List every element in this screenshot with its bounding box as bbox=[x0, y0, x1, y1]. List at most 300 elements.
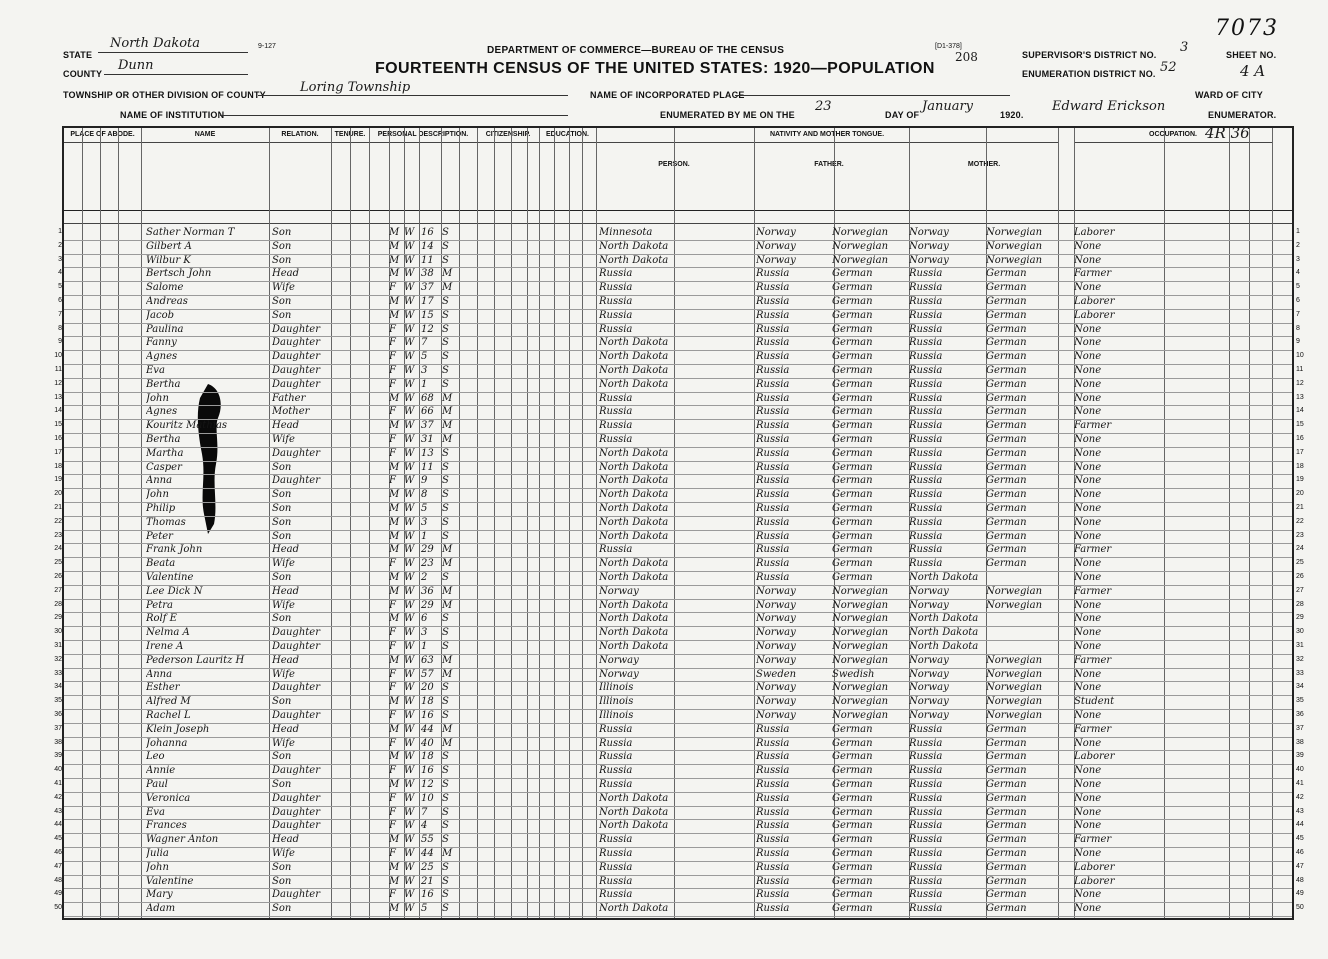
cell-mpob: North Dakota bbox=[909, 613, 979, 625]
cell-ms: S bbox=[442, 530, 449, 542]
state-label: STATE bbox=[63, 50, 93, 60]
cell-ms: S bbox=[442, 351, 449, 363]
cell-occ: Laborer bbox=[1074, 861, 1115, 873]
cell-age: 25 bbox=[421, 861, 434, 873]
cell-age: 37 bbox=[421, 282, 434, 294]
cell-ft: German bbox=[832, 903, 873, 915]
cell-pob: Russia bbox=[599, 544, 633, 556]
cell-mpob: Russia bbox=[909, 765, 943, 777]
cell-ms: S bbox=[442, 710, 449, 721]
cell-ft: German bbox=[832, 365, 873, 376]
row-number: 37 bbox=[54, 724, 62, 732]
cell-occ: None bbox=[1074, 903, 1102, 915]
cell-ms: M bbox=[442, 434, 453, 445]
cell-name: Jacob bbox=[146, 309, 174, 321]
cell-sex: M bbox=[389, 572, 400, 583]
cell-fpob: Russia bbox=[756, 779, 790, 790]
row-number: 10 bbox=[54, 352, 62, 360]
supervisor-value: 3 bbox=[1180, 40, 1189, 55]
cell-mt: German bbox=[986, 337, 1027, 349]
cell-rel: Wife bbox=[272, 668, 295, 680]
cell-mt: German bbox=[986, 323, 1027, 335]
cell-occ: None bbox=[1074, 365, 1102, 376]
cell-age: 18 bbox=[421, 751, 434, 763]
cell-mpob: Russia bbox=[909, 834, 943, 846]
row-number: 5 bbox=[58, 283, 62, 291]
cell-ft: German bbox=[832, 378, 873, 390]
cell-mpob: Russia bbox=[909, 309, 943, 321]
cell-mt: Norwegian bbox=[986, 240, 1043, 252]
cell-race: W bbox=[404, 779, 415, 790]
row-number: 33 bbox=[54, 669, 62, 677]
cell-race: W bbox=[404, 227, 415, 238]
cell-fpob: Norway bbox=[756, 599, 796, 611]
cell-pob: North Dakota bbox=[599, 365, 669, 376]
cell-pob: Norway bbox=[599, 585, 639, 597]
cell-fpob: Norway bbox=[756, 254, 796, 266]
row-number: 11 bbox=[54, 366, 62, 373]
cell-sex: F bbox=[389, 434, 396, 445]
cell-name: Johanna bbox=[146, 737, 188, 749]
cell-ft: Norwegian bbox=[832, 696, 889, 708]
row-number-right: 25 bbox=[1296, 559, 1304, 567]
cell-ft: German bbox=[832, 516, 873, 528]
cell-ms: S bbox=[442, 323, 449, 335]
cell-rel: Daughter bbox=[272, 820, 320, 832]
cell-mt: German bbox=[986, 751, 1027, 763]
cell-race: W bbox=[404, 296, 415, 307]
row-number-right: 45 bbox=[1296, 835, 1304, 843]
column-rule bbox=[1164, 128, 1165, 918]
cell-ms: S bbox=[442, 861, 449, 873]
cell-race: W bbox=[404, 254, 415, 266]
cell-occ: None bbox=[1074, 710, 1102, 721]
row-number: 46 bbox=[54, 849, 62, 856]
cell-sex: F bbox=[389, 820, 396, 832]
cell-mpob: Russia bbox=[909, 530, 943, 542]
cell-race: W bbox=[404, 544, 415, 556]
cell-occ: None bbox=[1074, 641, 1102, 652]
cell-age: 55 bbox=[421, 834, 434, 846]
cell-name: Leo bbox=[146, 751, 165, 763]
row-number: 2 bbox=[58, 241, 62, 249]
row-number-right: 39 bbox=[1296, 752, 1304, 760]
cell-fpob: Norway bbox=[756, 627, 796, 639]
cell-occ: None bbox=[1074, 254, 1102, 266]
cell-mt: German bbox=[986, 834, 1027, 846]
cell-ms: S bbox=[442, 903, 449, 915]
cell-pob: Norway bbox=[599, 654, 639, 666]
group-citizenship: CITIZENSHIP. bbox=[477, 128, 539, 143]
cell-sex: F bbox=[389, 792, 396, 804]
cell-ms: S bbox=[442, 572, 449, 583]
enumerated-label: ENUMERATED BY ME ON THE bbox=[660, 110, 795, 120]
cell-fpob: Russia bbox=[756, 351, 790, 363]
cell-occ: Laborer bbox=[1074, 296, 1115, 307]
enumerated-day: 23 bbox=[815, 99, 832, 114]
cell-name: Adam bbox=[146, 903, 176, 915]
cell-ft: German bbox=[832, 392, 873, 404]
row-number: 39 bbox=[54, 752, 62, 760]
month-value: January bbox=[922, 99, 974, 114]
cell-fpob: Russia bbox=[756, 820, 790, 832]
cell-race: W bbox=[404, 696, 415, 708]
cell-sex: M bbox=[389, 392, 400, 404]
cell-fpob: Russia bbox=[756, 447, 790, 459]
cell-occ: None bbox=[1074, 503, 1102, 514]
cell-rel: Head bbox=[272, 544, 300, 556]
cell-mpob: Russia bbox=[909, 365, 943, 376]
cell-rel: Son bbox=[272, 530, 292, 542]
cell-ft: German bbox=[832, 323, 873, 335]
row-number-right: 28 bbox=[1296, 600, 1304, 608]
cell-mt: German bbox=[986, 848, 1027, 859]
department-heading: DEPARTMENT OF COMMERCE—BUREAU OF THE CENSUS bbox=[487, 45, 785, 56]
column-rule bbox=[1058, 128, 1059, 918]
row-number: 27 bbox=[54, 586, 62, 594]
cell-race: W bbox=[404, 875, 415, 887]
cell-rel: Son bbox=[272, 613, 292, 625]
row-number-right: 41 bbox=[1296, 780, 1304, 787]
cell-mpob: Norway bbox=[909, 254, 949, 266]
row-number: 25 bbox=[54, 559, 62, 567]
cell-age: 44 bbox=[421, 848, 434, 859]
cell-mt: German bbox=[986, 903, 1027, 915]
cell-mt: Norwegian bbox=[986, 682, 1043, 694]
cell-ft: Norwegian bbox=[832, 654, 889, 666]
sheet-label: SHEET NO. bbox=[1226, 50, 1277, 60]
cell-occ: Laborer bbox=[1074, 751, 1115, 763]
cell-occ: None bbox=[1074, 599, 1102, 611]
cell-race: W bbox=[404, 461, 415, 473]
cell-age: 40 bbox=[421, 737, 434, 749]
cell-age: 16 bbox=[421, 889, 434, 901]
column-rule bbox=[100, 128, 101, 918]
cell-rel: Son bbox=[272, 903, 292, 915]
group-name: NAME bbox=[141, 128, 269, 143]
cell-race: W bbox=[404, 351, 415, 363]
cell-name: Andreas bbox=[146, 296, 188, 307]
cell-ft: German bbox=[832, 861, 873, 873]
cell-rel: Head bbox=[272, 654, 300, 666]
cell-ft: German bbox=[832, 420, 873, 432]
cell-age: 1 bbox=[421, 641, 428, 652]
cell-ft: German bbox=[832, 475, 873, 487]
cell-ft: German bbox=[832, 489, 873, 501]
cell-fpob: Norway bbox=[756, 227, 796, 238]
row-number: 16 bbox=[54, 435, 62, 442]
cell-sex: M bbox=[389, 296, 400, 307]
cell-sex: F bbox=[389, 737, 396, 749]
row-number-right: 40 bbox=[1296, 766, 1304, 774]
row-number: 17 bbox=[54, 448, 62, 456]
cell-sex: F bbox=[389, 406, 396, 418]
cell-ms: S bbox=[442, 751, 449, 763]
cell-rel: Son bbox=[272, 696, 292, 708]
cell-pob: Russia bbox=[599, 406, 633, 418]
cell-ft: German bbox=[832, 806, 873, 818]
cell-ms: S bbox=[442, 337, 449, 349]
cell-pob: North Dakota bbox=[599, 806, 669, 818]
cell-ft: Swedish bbox=[832, 668, 875, 680]
cell-pob: North Dakota bbox=[599, 516, 669, 528]
cell-pob: North Dakota bbox=[599, 475, 669, 487]
cell-fpob: Norway bbox=[756, 696, 796, 708]
cell-race: W bbox=[404, 641, 415, 652]
cell-occ: Farmer bbox=[1074, 654, 1112, 666]
cell-name: Eva bbox=[146, 806, 165, 818]
cell-sex: M bbox=[389, 268, 400, 280]
cell-name: Nelma A bbox=[146, 627, 190, 639]
cell-mt: Norwegian bbox=[986, 599, 1043, 611]
cell-ft: German bbox=[832, 558, 873, 570]
cell-mt: German bbox=[986, 889, 1027, 901]
cell-occ: None bbox=[1074, 337, 1102, 349]
incorporated-label: NAME OF INCORPORATED PLACE bbox=[590, 90, 745, 100]
cell-mpob: Russia bbox=[909, 296, 943, 307]
cell-pob: North Dakota bbox=[599, 254, 669, 266]
cell-sex: M bbox=[389, 861, 400, 873]
state-value: North Dakota bbox=[110, 36, 200, 51]
column-rule bbox=[141, 128, 142, 918]
cell-rel: Daughter bbox=[272, 792, 320, 804]
cell-pob: Illinois bbox=[599, 682, 634, 694]
subhead-person: PERSON. bbox=[658, 161, 690, 168]
census-title: FOURTEENTH CENSUS OF THE UNITED STATES: 1920—POPULATION bbox=[375, 60, 935, 77]
cell-race: W bbox=[404, 903, 415, 915]
column-rule bbox=[494, 128, 495, 918]
cell-fpob: Russia bbox=[756, 296, 790, 307]
cell-name: Anna bbox=[146, 475, 173, 487]
cell-sex: M bbox=[389, 489, 400, 501]
cell-ft: Norwegian bbox=[832, 613, 889, 625]
cell-ms: M bbox=[442, 654, 453, 666]
cell-race: W bbox=[404, 447, 415, 459]
row-number-right: 18 bbox=[1296, 462, 1304, 470]
column-rule bbox=[511, 128, 512, 918]
cell-mpob: Russia bbox=[909, 544, 943, 556]
row-number-right: 8 bbox=[1296, 324, 1300, 332]
row-number: 14 bbox=[54, 407, 62, 415]
cell-ms: S bbox=[442, 834, 449, 846]
cell-sex: M bbox=[389, 420, 400, 432]
cell-name: Thomas bbox=[146, 516, 186, 528]
form-number: 9-127 bbox=[258, 43, 276, 50]
cell-pob: Norway bbox=[599, 668, 639, 680]
cell-mt: German bbox=[986, 406, 1027, 418]
cell-name: Bertsch John bbox=[146, 268, 212, 280]
cell-ft: German bbox=[832, 337, 873, 349]
form-code: [D1-378] bbox=[935, 43, 962, 50]
colnum-divider bbox=[64, 223, 1292, 224]
cell-rel: Daughter bbox=[272, 765, 320, 777]
cell-rel: Wife bbox=[272, 282, 295, 294]
cell-sex: F bbox=[389, 682, 396, 694]
cell-mt: German bbox=[986, 365, 1027, 376]
cell-race: W bbox=[404, 848, 415, 859]
row-number: 7 bbox=[58, 310, 62, 318]
column-rule bbox=[527, 128, 528, 918]
row-number: 6 bbox=[58, 297, 62, 304]
row-number-right: 17 bbox=[1296, 448, 1304, 456]
cell-mpob: Norway bbox=[909, 654, 949, 666]
cell-age: 10 bbox=[421, 792, 434, 804]
cell-pob: North Dakota bbox=[599, 599, 669, 611]
row-number-right: 33 bbox=[1296, 669, 1304, 677]
ward-label: WARD OF CITY bbox=[1195, 90, 1263, 100]
cell-pob: North Dakota bbox=[599, 351, 669, 363]
cell-fpob: Russia bbox=[756, 751, 790, 763]
cell-race: W bbox=[404, 475, 415, 487]
cell-age: 36 bbox=[421, 585, 434, 597]
row-number-right: 26 bbox=[1296, 573, 1304, 580]
cell-rel: Wife bbox=[272, 848, 295, 859]
cell-ms: S bbox=[442, 613, 449, 625]
cell-name: Valentine bbox=[146, 572, 194, 583]
cell-ms: S bbox=[442, 682, 449, 694]
cell-sex: M bbox=[389, 227, 400, 238]
cell-pob: Russia bbox=[599, 848, 633, 859]
cell-sex: F bbox=[389, 447, 396, 459]
cell-age: 14 bbox=[421, 240, 434, 252]
cell-mt: German bbox=[986, 806, 1027, 818]
cell-mpob: Russia bbox=[909, 268, 943, 280]
cell-mt: German bbox=[986, 861, 1027, 873]
cell-pob: Russia bbox=[599, 737, 633, 749]
cell-sex: M bbox=[389, 544, 400, 556]
county-value: Dunn bbox=[118, 58, 154, 73]
column-rule bbox=[582, 128, 583, 918]
column-rule bbox=[369, 128, 370, 918]
row-number-right: 20 bbox=[1296, 490, 1304, 498]
cell-occ: None bbox=[1074, 406, 1102, 418]
cell-occ: None bbox=[1074, 489, 1102, 501]
row-number: 47 bbox=[54, 862, 62, 870]
cell-mpob: Russia bbox=[909, 406, 943, 418]
row-number: 20 bbox=[54, 490, 62, 498]
row-number: 50 bbox=[54, 904, 62, 912]
cell-mpob: Norway bbox=[909, 696, 949, 708]
cell-ms: M bbox=[442, 558, 453, 570]
cell-age: 11 bbox=[421, 254, 434, 266]
cell-sex: M bbox=[389, 530, 400, 542]
cell-rel: Mother bbox=[272, 406, 310, 418]
cell-ms: M bbox=[442, 723, 453, 735]
row-number-right: 23 bbox=[1296, 531, 1304, 539]
cell-name: John bbox=[146, 861, 169, 873]
cell-mt: German bbox=[986, 296, 1027, 307]
cell-ft: German bbox=[832, 282, 873, 294]
cell-age: 1 bbox=[421, 530, 428, 542]
cell-age: 31 bbox=[421, 434, 434, 445]
cell-race: W bbox=[404, 378, 415, 390]
cell-occ: Student bbox=[1074, 696, 1115, 708]
cell-ms: S bbox=[442, 447, 449, 459]
cell-pob: Russia bbox=[599, 779, 633, 790]
cell-race: W bbox=[404, 889, 415, 901]
cell-fpob: Russia bbox=[756, 406, 790, 418]
row-number-right: 38 bbox=[1296, 738, 1304, 746]
cell-mpob: Russia bbox=[909, 806, 943, 818]
cell-age: 16 bbox=[421, 765, 434, 777]
cell-rel: Father bbox=[272, 392, 306, 404]
row-number: 3 bbox=[58, 255, 62, 263]
cell-occ: None bbox=[1074, 475, 1102, 487]
cell-mpob: Russia bbox=[909, 420, 943, 432]
cell-fpob: Russia bbox=[756, 765, 790, 777]
row-number-right: 37 bbox=[1296, 724, 1304, 732]
cell-race: W bbox=[404, 682, 415, 694]
cell-fpob: Russia bbox=[756, 792, 790, 804]
cell-ms: S bbox=[442, 461, 449, 473]
cell-rel: Daughter bbox=[272, 710, 320, 721]
cell-mpob: Russia bbox=[909, 516, 943, 528]
cell-age: 16 bbox=[421, 710, 434, 721]
row-number-right: 6 bbox=[1296, 297, 1300, 304]
cell-sex: F bbox=[389, 323, 396, 335]
cell-sex: F bbox=[389, 337, 396, 349]
cell-occ: None bbox=[1074, 668, 1102, 680]
cell-age: 66 bbox=[421, 406, 434, 418]
cell-name: Petra bbox=[146, 599, 173, 611]
cell-ms: S bbox=[442, 516, 449, 528]
cell-pob: North Dakota bbox=[599, 461, 669, 473]
row-number: 36 bbox=[54, 711, 62, 718]
cell-age: 9 bbox=[421, 475, 428, 487]
cell-pob: Russia bbox=[599, 889, 633, 901]
cell-mt: German bbox=[986, 378, 1027, 390]
cell-ms: M bbox=[442, 282, 453, 294]
cell-pob: Russia bbox=[599, 268, 633, 280]
cell-mpob: Russia bbox=[909, 792, 943, 804]
row-number: 40 bbox=[54, 766, 62, 774]
cell-ms: S bbox=[442, 227, 449, 238]
cell-pob: Russia bbox=[599, 323, 633, 335]
cell-ms: M bbox=[442, 392, 453, 404]
cell-rel: Son bbox=[272, 461, 292, 473]
cell-occ: Farmer bbox=[1074, 420, 1112, 432]
cell-sex: M bbox=[389, 240, 400, 252]
cell-mpob: Russia bbox=[909, 779, 943, 790]
cell-ft: German bbox=[832, 820, 873, 832]
subhead-father: FATHER. bbox=[814, 161, 844, 168]
cell-mpob: Russia bbox=[909, 282, 943, 294]
cell-mpob: Russia bbox=[909, 751, 943, 763]
column-rule bbox=[1249, 128, 1250, 918]
cell-ft: Norwegian bbox=[832, 682, 889, 694]
group-tenure: TENURE. bbox=[331, 128, 369, 143]
row-number-right: 15 bbox=[1296, 421, 1304, 429]
cell-rel: Head bbox=[272, 420, 300, 432]
cell-name: Casper bbox=[146, 461, 182, 473]
row-number: 29 bbox=[54, 614, 62, 622]
cell-ms: S bbox=[442, 627, 449, 639]
cell-sex: F bbox=[389, 365, 396, 376]
cell-name: Irene A bbox=[146, 641, 184, 652]
cell-ms: M bbox=[442, 420, 453, 432]
row-number: 26 bbox=[54, 573, 62, 580]
cell-occ: Farmer bbox=[1074, 723, 1112, 735]
cell-fpob: Russia bbox=[756, 337, 790, 349]
cell-mt: German bbox=[986, 820, 1027, 832]
cell-name: Martha bbox=[146, 447, 184, 459]
cell-name: John bbox=[146, 392, 169, 404]
cell-mpob: Norway bbox=[909, 668, 949, 680]
cell-mpob: Norway bbox=[909, 710, 949, 721]
cell-ms: S bbox=[442, 641, 449, 652]
row-number: 12 bbox=[54, 379, 62, 387]
cell-fpob: Russia bbox=[756, 544, 790, 556]
